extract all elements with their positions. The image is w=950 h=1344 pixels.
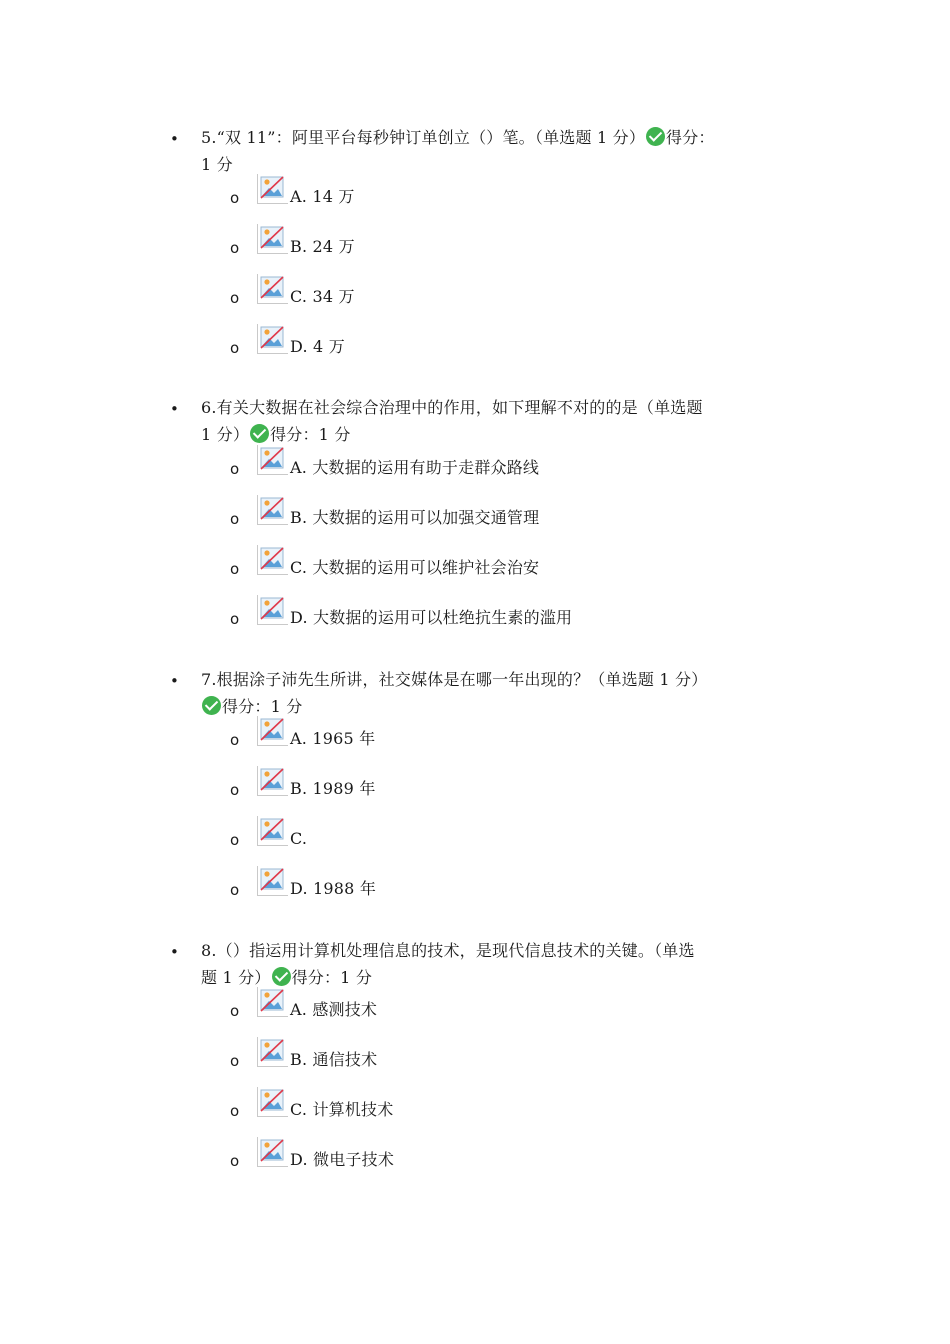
score-label: 得分：1 分 (291, 968, 373, 987)
option-bullet: o (230, 239, 240, 257)
option-bullet: o (230, 1052, 240, 1070)
option-bullet: o (230, 731, 240, 749)
question-text (201, 124, 811, 178)
option-bullet: o (230, 289, 240, 307)
option-label: C. 大数据的运用可以维护社会治安 (290, 558, 540, 577)
check-circle-icon (646, 127, 665, 146)
option-label: A. 感测技术 (290, 1000, 378, 1019)
question-number: 7. (201, 670, 217, 689)
option-bullet: o (230, 1152, 240, 1170)
option-a[interactable] (0, 987, 950, 1027)
option-label: B. 1989 年 (290, 779, 376, 798)
broken-image-icon (257, 324, 288, 354)
question-bullet: • (170, 672, 179, 690)
broken-image-icon (257, 1037, 288, 1067)
option-bullet: o (230, 510, 240, 528)
broken-image-icon (257, 816, 288, 846)
broken-image-icon (257, 545, 288, 575)
option-bullet: o (230, 460, 240, 478)
question-number: 6. (201, 398, 217, 417)
score-label: 得分：1 分 (222, 697, 303, 716)
question-stem-line2: 1 分） (201, 425, 250, 444)
option-bullet: o (230, 189, 240, 207)
option-label: D. 1988 年 (290, 879, 377, 898)
option-a[interactable] (0, 716, 950, 756)
broken-image-icon (257, 1137, 288, 1167)
option-bullet: o (230, 560, 240, 578)
option-bullet: o (230, 831, 240, 849)
question-stem-line2: 题 1 分） (201, 968, 271, 987)
option-d[interactable] (0, 595, 950, 635)
question-text (201, 937, 811, 991)
option-b[interactable] (0, 766, 950, 806)
broken-image-icon (257, 445, 288, 475)
option-b[interactable] (0, 1037, 950, 1077)
option-a[interactable] (0, 174, 950, 214)
option-c[interactable] (0, 1087, 950, 1127)
option-bullet: o (230, 339, 240, 357)
question-number: 8. (201, 941, 217, 960)
option-label: A. 14 万 (290, 187, 355, 206)
score-label: 得分：1 分 (270, 425, 351, 444)
broken-image-icon (257, 1087, 288, 1117)
broken-image-icon (257, 174, 288, 204)
broken-image-icon (257, 987, 288, 1017)
broken-image-icon (257, 716, 288, 746)
score-value: 1 分 (201, 155, 233, 174)
question-bullet: • (170, 130, 179, 148)
option-label: A. 大数据的运用有助于走群众路线 (290, 458, 540, 477)
option-label: B. 通信技术 (290, 1050, 378, 1069)
question-stem: （）指运用计算机处理信息的技术，是现代信息技术的关键。（单选 (216, 941, 695, 960)
score-label: 得分： (666, 128, 715, 147)
option-bullet: o (230, 781, 240, 799)
option-label: B. 24 万 (290, 237, 355, 256)
option-c[interactable] (0, 816, 950, 856)
broken-image-icon (257, 866, 288, 896)
broken-image-icon (257, 495, 288, 525)
check-circle-icon (250, 424, 269, 443)
option-label: D. 大数据的运用可以杜绝抗生素的滥用 (290, 608, 573, 627)
question-stem: 根据涂子沛先生所讲，社交媒体是在哪一年出现的？（单选题 1 分） (216, 670, 708, 689)
option-bullet: o (230, 881, 240, 899)
option-label: C. (290, 829, 308, 848)
option-d[interactable] (0, 866, 950, 906)
check-circle-icon (272, 967, 291, 986)
check-circle-icon (202, 696, 221, 715)
option-c[interactable] (0, 274, 950, 314)
question-bullet: • (170, 400, 179, 418)
option-bullet: o (230, 1102, 240, 1120)
option-label: C. 计算机技术 (290, 1100, 394, 1119)
broken-image-icon (257, 595, 288, 625)
option-label: D. 微电子技术 (290, 1150, 395, 1169)
question-stem: 有关大数据在社会综合治理中的作用，如下理解不对的的是（单选题 (216, 398, 703, 417)
option-d[interactable] (0, 1137, 950, 1177)
option-label: D. 4 万 (290, 337, 345, 356)
question-number: 5. (201, 128, 217, 147)
option-bullet: o (230, 1002, 240, 1020)
broken-image-icon (257, 766, 288, 796)
broken-image-icon (257, 224, 288, 254)
question-bullet: • (170, 943, 179, 961)
option-b[interactable] (0, 224, 950, 264)
option-label: C. 34 万 (290, 287, 355, 306)
option-bullet: o (230, 610, 240, 628)
option-a[interactable] (0, 445, 950, 485)
option-d[interactable] (0, 324, 950, 364)
question-text (201, 666, 811, 720)
broken-image-icon (257, 274, 288, 304)
question-stem: “双 11”：阿里平台每秒钟订单创立（）笔。（单选题 1 分） (216, 128, 646, 147)
option-c[interactable] (0, 545, 950, 585)
option-b[interactable] (0, 495, 950, 535)
option-label: B. 大数据的运用可以加强交通管理 (290, 508, 540, 527)
option-label: A. 1965 年 (290, 729, 376, 748)
question-text (201, 394, 811, 448)
